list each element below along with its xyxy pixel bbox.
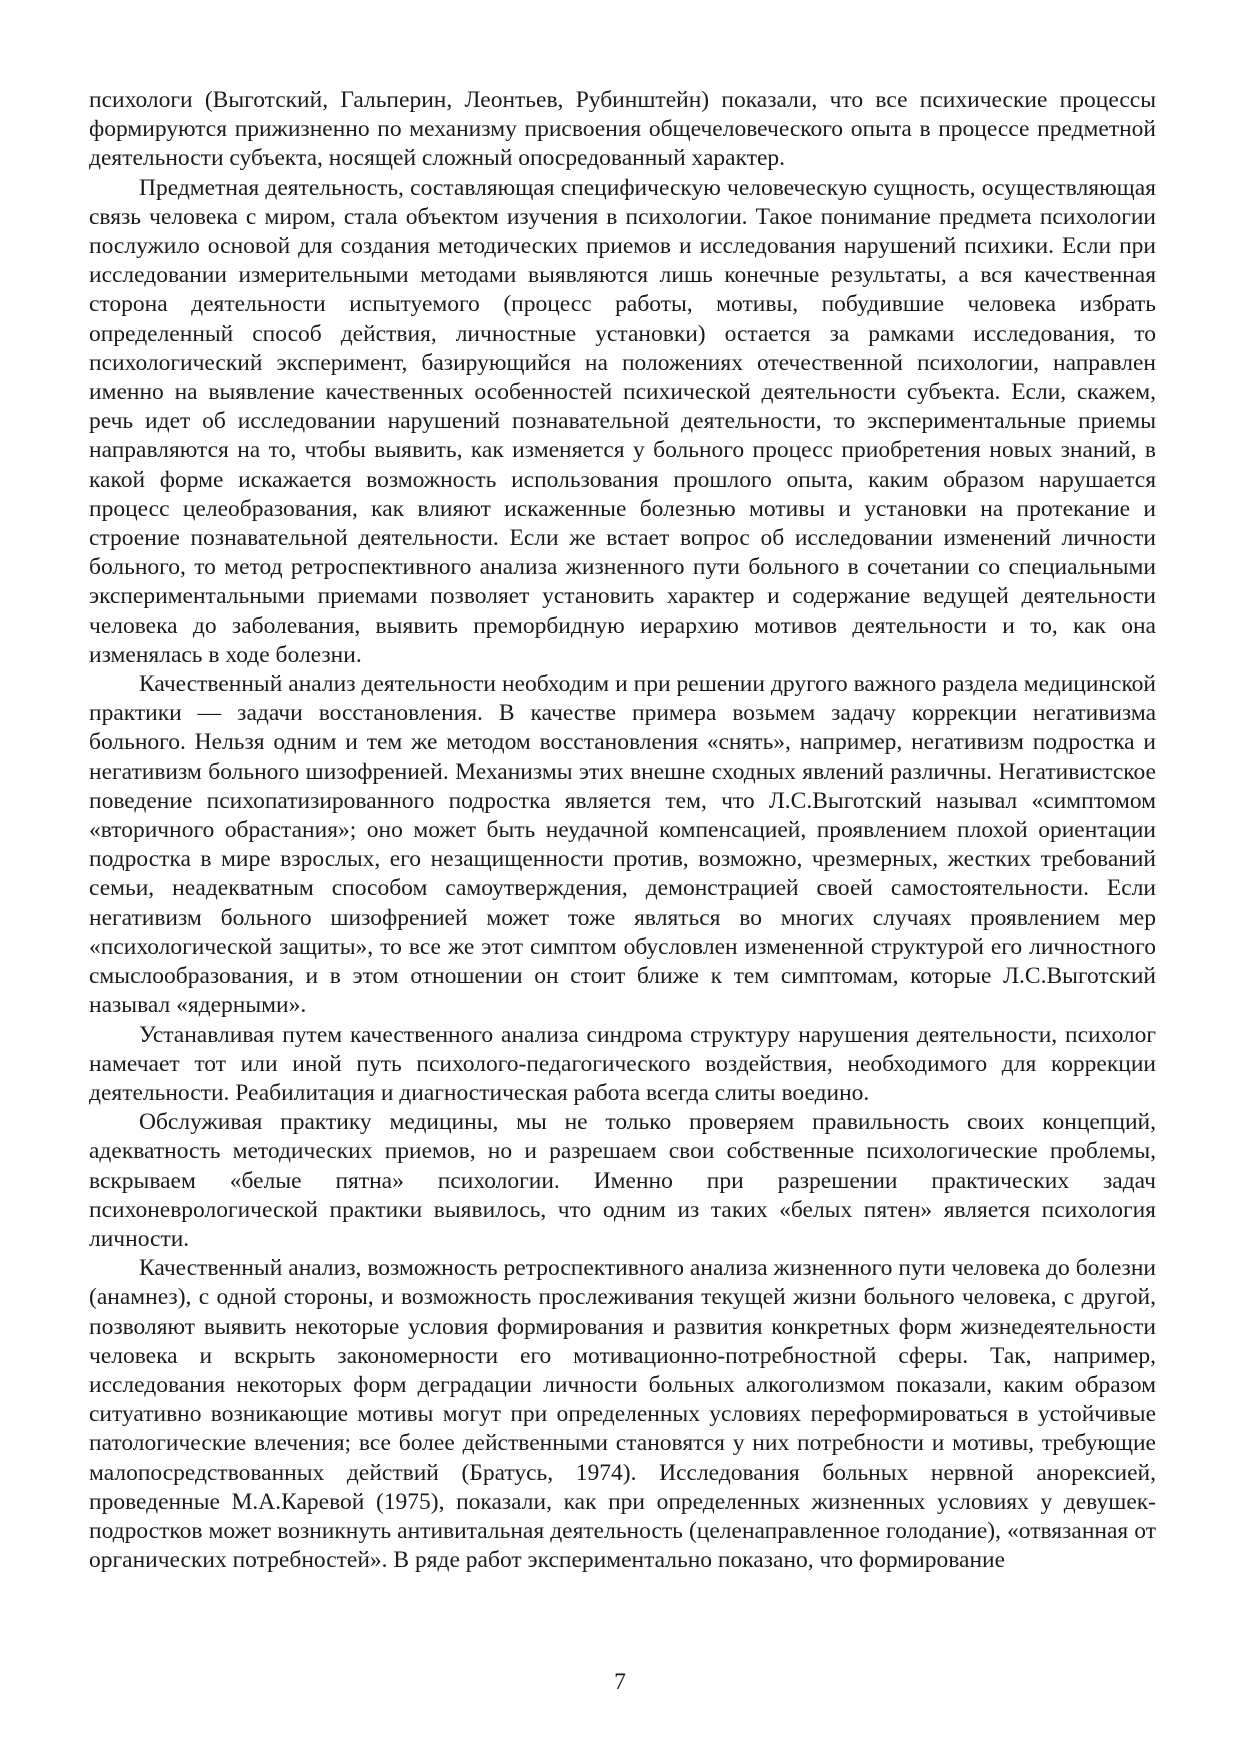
paragraph-5: Обслуживая практику медицины, мы не только проверяем правильность своих концепций, адекватность методических приемов, но и разрешаем свои собственные психологические проблемы, вскрываем «белые пятна» психологии. Именно при разрешении практических задач психоневрологической практики выявилось, что одним из таких «белых пятен» является психология личности. <box>89 1109 1156 1252</box>
page-number: 7 <box>614 1669 626 1695</box>
paragraph-2: Предметная деятельность, составляющая специфическую человеческую сущность, осуществляющая связь человека с миром, стала объектом изучения в психологии. Такое понимание предмета психологии послужило основой для создания методических приемов и исследования нарушений психики. Если при исследовании измерительными методами выявляются лишь конечные результаты, а вся качественная сторона деятельности испытуемого (процесс работы, мотивы, побудившие человека избрать определенный способ действия, личностные установки) остается за рамками исследования, то психологический эксперимент, базирующийся на положениях отечественной психологии, направлен именно на выявление качественных особенностей психической деятельности субъекта. Если, скажем, речь идет об исследовании нарушений познавательной деятельности, то экспериментальные приемы направляются на то, чтобы выявить, как изменяется у больного процесс приобретения новых знаний, в какой форме искажается возможность использования прошлого опыта, каким образом нарушается процесс целеобразования, как влияют искаженные болезнью мотивы и установки на протекание и строение познавательной деятельности. Если же встает вопрос об исследовании изменений личности больного, то метод ретроспективного анализа жизненного пути больного в сочетании со специальными экспериментальными приемами позволяет установить характер и содержание ведущей деятельности человека до заболевания, выявить преморбидную иерархию мотивов деятельности и то, как она изменялась в ходе болезни. <box>89 174 1156 668</box>
document-body <box>89 86 1156 1575</box>
paragraph-3: Качественный анализ деятельности необходим и при решении другого важного раздела медицинской практики — задачи восстановления. В качестве примера возьмем задачу коррекции негативизма больного. Нельзя одним и тем же методом восстановления «снять», например, негативизм подростка и негативизм больного шизофренией. Механизмы этих внешне сходных явлений различны. Негативистское поведение психопатизированного подростка является тем, что Л.С.Выготский называл «симптомом «вторичного обрастания»; оно может быть неудачной компенсацией, проявлением плохой ориентации подростка в мире взрослых, его незащищенности против, возможно, чрезмерных, жестких требований семьи, неадекватным способом самоутверждения, демонстрацией своей самостоятельности. Если негативизм больного шизофренией может тоже являться во многих случаях проявлением мер «психологической защиты», то все же этот симптом обусловлен измененной структурой его личностного смыслообразования, и в этом отношении он стоит ближе к тем симптомам, которые Л.С.Выготский называл «ядерными». <box>89 671 1156 1019</box>
paragraph-4: Устанавливая путем качественного анализа синдрома структуру нарушения деятельности, психолог намечает тот или иной путь психолого-педагогического воздействия, необходимого для коррекции деятельности. Реабилитация и диагностическая работа всегда слиты воедино. <box>89 1021 1156 1106</box>
paragraph-1: психологи (Выготский, Гальперин, Леонтьев, Рубинштейн) показали, что все психические процессы формируются прижизненно по механизму присвоения общечеловеческого опыта в процессе предметной деятельности субъекта, носящей сложный опосредованный характер. <box>89 87 1156 172</box>
paragraph-6: Качественный анализ, возможность ретроспективного анализа жизненного пути человека до болезни (анамнез), с одной стороны, и возможность прослеживания текущей жизни больного человека, с другой, позволяют выявить некоторые условия формирования и развития конкретных форм жизнедеятельности человека и вскрыть закономерности его мотивационно-потребностной сферы. Так, например, исследования некоторых форм деградации личности больных алкоголизмом показали, каким образом ситуативно возникающие мотивы могут при определенных условиях переформироваться в устойчивые патологические влечения; все более действенными становятся у них потребности и мотивы, требующие малопосредствованных действий (Братусь, 1974). Исследования больных нервной анорексией, проведенные М.А.Каревой (1975), показали, как при определенных жизненных условиях у девушек-подростков может возникнуть антивитальная деятельность (целенаправленное голодание), «отвязанная от органических потребностей». В ряде работ экспериментально показано, что формирование <box>89 1255 1156 1574</box>
